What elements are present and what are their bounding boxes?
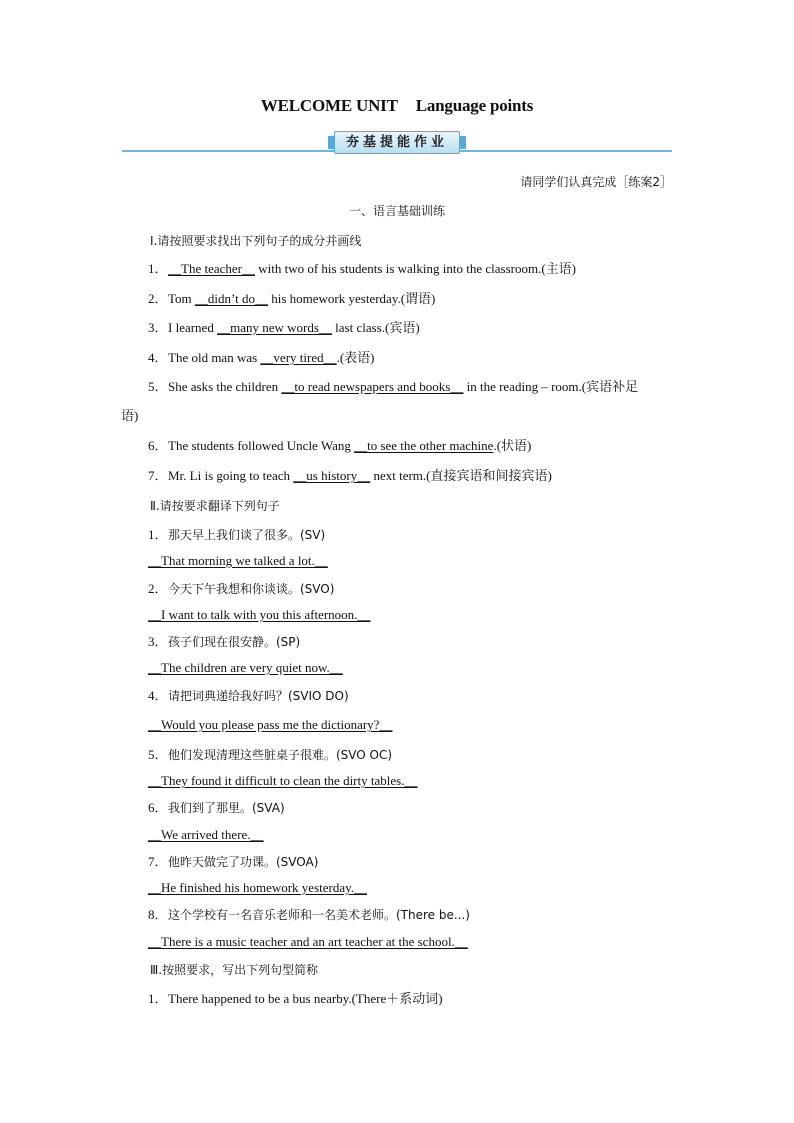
part1-wrap-tail: 语) <box>121 408 139 423</box>
part2-question: 4．请把词典递给我好吗？(SVIO DO) <box>148 688 349 703</box>
title-main: WELCOME UNIT <box>260 96 398 115</box>
answer-text: __I want to talk with you this afternoon.__ <box>148 607 371 622</box>
part2-heading: Ⅱ.请按要求翻译下列句子 <box>150 499 280 513</box>
part2-question: 6．我们到了那里。(SVA) <box>148 800 285 815</box>
part2-question: 1．那天早上我们谈了很多。(SV) <box>148 527 326 542</box>
answer-text: __They found it difficult to clean the dirty tables.__ <box>148 773 418 788</box>
answer-text: __The children are very quiet now.__ <box>148 660 343 675</box>
answer-text: __Would you please pass me the dictionary?__ <box>148 717 393 732</box>
title-sub: Language points <box>415 96 534 115</box>
part2-question: 3．孩子们现在很安静。(SP) <box>148 634 301 649</box>
answer-text: __many new words__ <box>217 320 332 335</box>
section-banner: 夯基提能作业 <box>334 131 460 154</box>
answer-text: __us history__ <box>293 468 371 483</box>
part1-item: 6．The students followed Uncle Wang __to see the other machine.(状语) <box>148 438 532 453</box>
answer-text: __The teacher__ <box>168 261 255 276</box>
part1-item: 1．__The teacher__ with two of his students is walking into the classroom.(主语) <box>148 261 576 276</box>
answer-text: __We arrived there.__ <box>148 827 264 842</box>
part1-item: 4．The old man was __very tired__.(表语) <box>148 350 375 365</box>
section-heading: 一、语言基础训练 <box>348 204 445 218</box>
part3-item: 1．There happened to be a bus nearby.(There＋系动词) <box>148 991 443 1006</box>
part3-heading: Ⅲ.按照要求，写出下列句型简称 <box>150 963 319 977</box>
answer-text: __He finished his homework yesterday.__ <box>148 880 368 895</box>
part2-question: 7．他昨天做完了功课。(SVOA) <box>148 854 319 869</box>
answer-text: __That morning we talked a lot.__ <box>148 553 328 568</box>
part2-question: 2．今天下午我想和你谈谈。(SVO) <box>148 581 335 596</box>
part1-item: 7．Mr. Li is going to teach __us history__ next term.(直接宾语和间接宾语) <box>148 468 552 483</box>
answer-text: __to read newspapers and books__ <box>281 379 464 394</box>
part2-question: 8．这个学校有一名音乐老师和一名美术老师。(There be...) <box>148 907 470 922</box>
answer-text: __very tired__ <box>260 350 337 365</box>
part2-question: 5．他们发现清理这些脏桌子很难。(SVO OC) <box>148 747 393 762</box>
part1-item: 3．I learned __many new words__ last class.(宾语) <box>148 320 420 335</box>
answer-text: __There is a music teacher and an art teacher at the school.__ <box>148 934 468 949</box>
part1-item: 5．She asks the children __to read newspapers and books__ in the reading – room.(宾语补足 <box>148 379 639 394</box>
practice-note: 请同学们认真完成［练案2］ <box>520 175 672 189</box>
part1-heading: Ⅰ.请按照要求找出下列句子的成分并画线 <box>150 234 362 248</box>
part1-item: 2．Tom __didn’t do__ his homework yesterday.(谓语) <box>148 291 436 306</box>
page-title <box>0 96 794 116</box>
answer-text: __to see the other machine <box>354 438 494 453</box>
answer-text: __didn’t do__ <box>194 291 268 306</box>
